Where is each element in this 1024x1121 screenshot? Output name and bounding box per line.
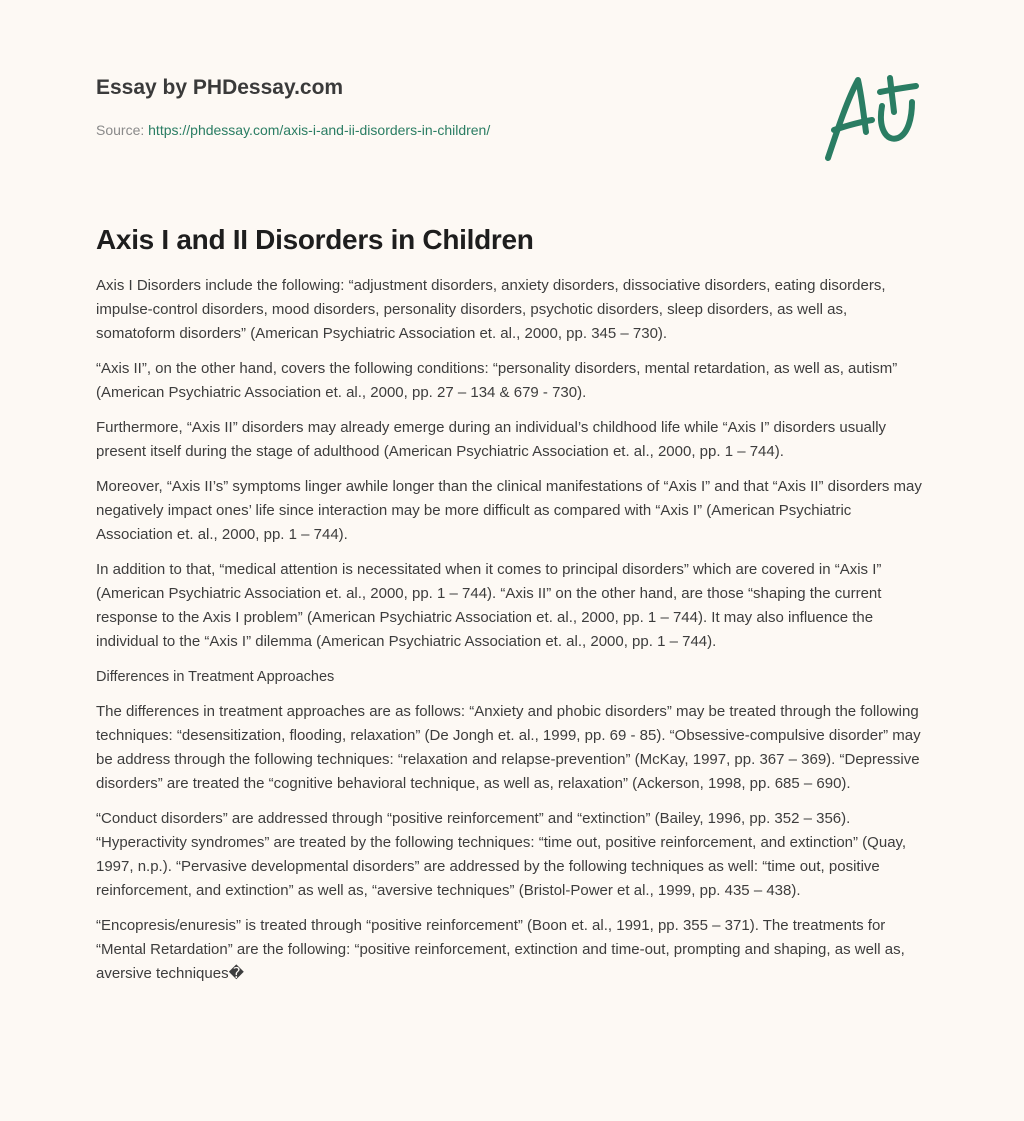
source-link[interactable]: https://phdessay.com/axis-i-and-ii-disorders-in-children/ (148, 122, 491, 138)
section-heading: Differences in Treatment Approaches (96, 669, 335, 685)
paragraph: “Encopresis/enuresis” is treated through “positive reinforcement” (Boon et. al., 1991, pp. 355 – 371). The treatments for “Mental Retardation” are the following: “positive reinforcement, extinction and time-out, prompting and shaping, as well as, aversive techniques� (96, 917, 905, 982)
paragraph: The differences in treatment approaches are as follows: “Anxiety and phobic disorders” may be treated through the following techniques: “desensitization, flooding, relaxation” (De Jongh et. al., 1999, pp. 69 - 85). “Obsessive-compulsive disorder” may be address through the following techniques: “relaxation and relapse-prevention” (McKay, 1997, pp. 367 – 369). “Depressive disorders” are treated the “cognitive behavioral technique, as well as, relaxation” (Ackerson, 1998, pp. 685 – 690). (96, 703, 921, 792)
source-line (96, 122, 490, 138)
paragraph: In addition to that, “medical attention is necessitated when it comes to principal disorders” which are covered in “Axis I” (American Psychiatric Association et. al., 2000, pp. 1 – 744). “Axis II” on the other hand, are those “shaping the current response to the Axis I problem” (American Psychiatric Association et. al., 2000, pp. 1 – 744). It may also influence the individual to the “Axis I” dilemma (American Psychiatric Association et. al., 2000, pp. 1 – 744). (96, 561, 882, 650)
essay-header (96, 76, 490, 138)
a-plus-logo-icon (820, 68, 930, 164)
paragraph: Furthermore, “Axis II” disorders may already emerge during an individual’s childhood life while “Axis I” disorders usually present itself during the stage of adulthood (American Psychiatric Association et. al., 2000, pp. 1 – 744). (96, 419, 887, 460)
brand-name: Essay by PHDessay.com (96, 76, 344, 99)
paragraph: “Axis II”, on the other hand, covers the following conditions: “personality disorders, mental retardation, as well as, autism” (American Psychiatric Association et. al., 2000, pp. 27 – 134 & 679 - 730). (96, 360, 898, 401)
essay-title: Axis I and II Disorders in Children (96, 224, 534, 255)
paragraph: “Conduct disorders” are addressed through “positive reinforcement” and “extinction” (Bailey, 1996, pp. 352 – 356). “Hyperactivity syndromes” are treated by the following techniques: “time out, positive reinforcement, and extinction” (Quay, 1997, n.p.). “Pervasive developmental disorders” are addressed by the following techniques as well: “time out, positive reinforcement, and extinction” as well as, “aversive techniques” (Bristol-Power et al., 1999, pp. 435 – 438). (96, 810, 907, 899)
paragraph: Moreover, “Axis II’s” symptoms linger awhile longer than the clinical manifestations of “Axis I” and that “Axis II” disorders may negatively impact ones’ life since interaction may be more difficult as compared with “Axis I” (American Psychiatric Association et. al., 2000, pp. 1 – 744). (96, 478, 922, 543)
source-label: Source: (96, 122, 145, 138)
essay-body (96, 224, 930, 997)
paragraph: Axis I Disorders include the following: “adjustment disorders, anxiety disorders, dissociative disorders, eating disorders, impulse-control disorders, mood disorders, personality disorders, psychotic disorders, sleep disorders, as well as, somatoform disorders” (American Psychiatric Association et. al., 2000, pp. 345 – 730). (96, 277, 886, 342)
